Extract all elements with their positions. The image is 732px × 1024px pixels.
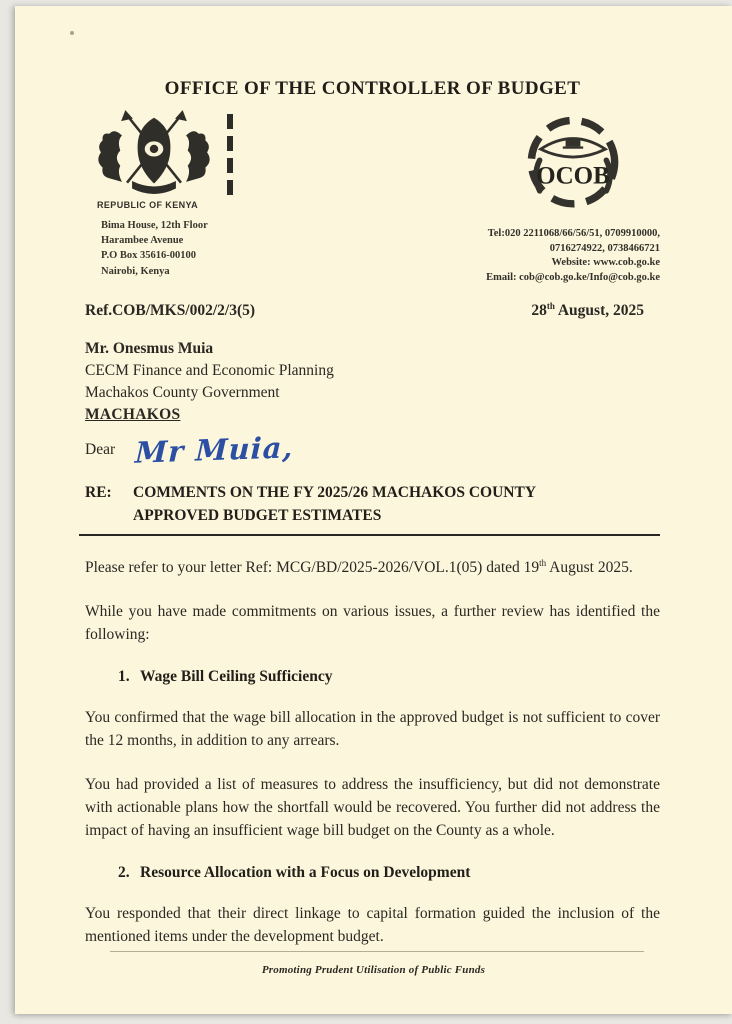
- list-item-1-paragraph: You had provided a list of measures to address the insufficiency, but did not demonstrate with actionable plans how the shortfall would be recovered. You further did not address the impact of having an insufficient wage bill budget on the County as a whole.: [85, 775, 660, 839]
- coat-of-arms-block: [95, 110, 233, 198]
- list-item-1-paragraph: You confirmed that the wage bill allocation in the approved budget is not sufficient to cover the 12 months, in addition to any arrears.: [85, 709, 660, 749]
- paragraph-reference-post: August 2025.: [546, 559, 633, 577]
- letter-content: [85, 62, 660, 990]
- recipient-block: [85, 338, 660, 426]
- website-value: www.cob.go.ke: [593, 257, 660, 269]
- subject-divider: [79, 534, 660, 536]
- letter-date: [531, 302, 644, 320]
- contact-block: [486, 227, 660, 286]
- kenya-coat-of-arms-icon: [95, 110, 213, 198]
- tel-line: Tel:020 2211068/66/56/51, 0709910000,: [487, 228, 660, 239]
- paragraph-intro: While you have made commitments on various issues, a further review has identified the following:: [85, 603, 660, 644]
- website-label: Website:: [551, 257, 594, 269]
- date-rest: August, 2025: [554, 301, 644, 319]
- email-value: cob@cob.go.ke/Info@cob.go.ke: [519, 272, 660, 284]
- email-line: [486, 271, 660, 286]
- paragraph-reference-pre: Please refer to your letter Ref: MCG/BD/2025-2026/VOL.1(05) dated 19: [85, 559, 540, 577]
- reference-number: Ref.COB/MKS/002/2/3(5): [85, 301, 256, 319]
- footer-divider: [110, 951, 644, 952]
- paragraph-reference-ordinal: th: [539, 558, 547, 569]
- footer-motto: Promoting Prudent Utilisation of Public Funds: [261, 964, 486, 976]
- address-block: [101, 218, 233, 279]
- subject-line: [85, 481, 660, 528]
- list-item-1-number: 1.: [118, 668, 130, 686]
- list-item-1-title: Wage Bill Ceiling Sufficiency: [140, 668, 333, 686]
- address-line: P.O Box 35616-00100: [101, 250, 196, 262]
- subject-label: RE:: [85, 483, 112, 501]
- date-ordinal: th: [546, 300, 555, 311]
- salutation-printed: Dear: [85, 441, 116, 459]
- date-day: 28: [531, 301, 547, 319]
- website-line: [486, 256, 660, 271]
- recipient-city: MACHAKOS: [85, 405, 181, 423]
- address-line: Bima House, 12th Floor: [101, 220, 208, 231]
- subject-text-line1: COMMENTS ON THE FY 2025/26 MACHAKOS COUNTY: [133, 483, 537, 501]
- list-item-1-heading: [118, 668, 660, 686]
- list-item-2-heading: [118, 864, 660, 882]
- email-label: Email:: [486, 272, 520, 284]
- recipient-org: Machakos County Government: [85, 383, 280, 401]
- letterhead-left: [95, 110, 233, 279]
- recipient-title: CECM Finance and Economic Planning: [85, 361, 334, 379]
- letter-paper: [15, 6, 732, 1014]
- list-item-2-number: 2.: [118, 863, 130, 881]
- reference-row: [85, 302, 660, 320]
- paper-speck: [70, 31, 74, 35]
- recipient-name: Mr. Onesmus Muia: [85, 339, 214, 357]
- ocob-logo-icon: [517, 114, 629, 214]
- subject-text-line2: APPROVED BUDGET ESTIMATES: [133, 507, 382, 524]
- letterhead-right: [486, 114, 660, 286]
- address-line: Harambee Avenue: [101, 235, 184, 247]
- handwritten-name: Mr Muia,: [134, 429, 295, 470]
- dashed-divider-bars: [227, 114, 233, 196]
- letterhead: [85, 110, 660, 286]
- salutation-row: [85, 429, 660, 470]
- tel-line: 0716274922, 0738466721: [549, 242, 660, 254]
- paragraph-reference: [85, 557, 660, 580]
- page-title: OFFICE OF THE CONTROLLER OF BUDGET: [164, 78, 581, 99]
- list-item-2-paragraph: You responded that their direct linkage to capital formation guided the inclusion of the mentioned items under the development budget.: [85, 904, 660, 945]
- address-line: Nairobi, Kenya: [101, 265, 170, 277]
- list-item-2-title: Resource Allocation with a Focus on Development: [140, 863, 471, 881]
- republic-label: REPUBLIC OF KENYA: [97, 200, 198, 210]
- subject-text: [133, 481, 536, 528]
- ocob-logo-text: OCOB: [536, 162, 610, 190]
